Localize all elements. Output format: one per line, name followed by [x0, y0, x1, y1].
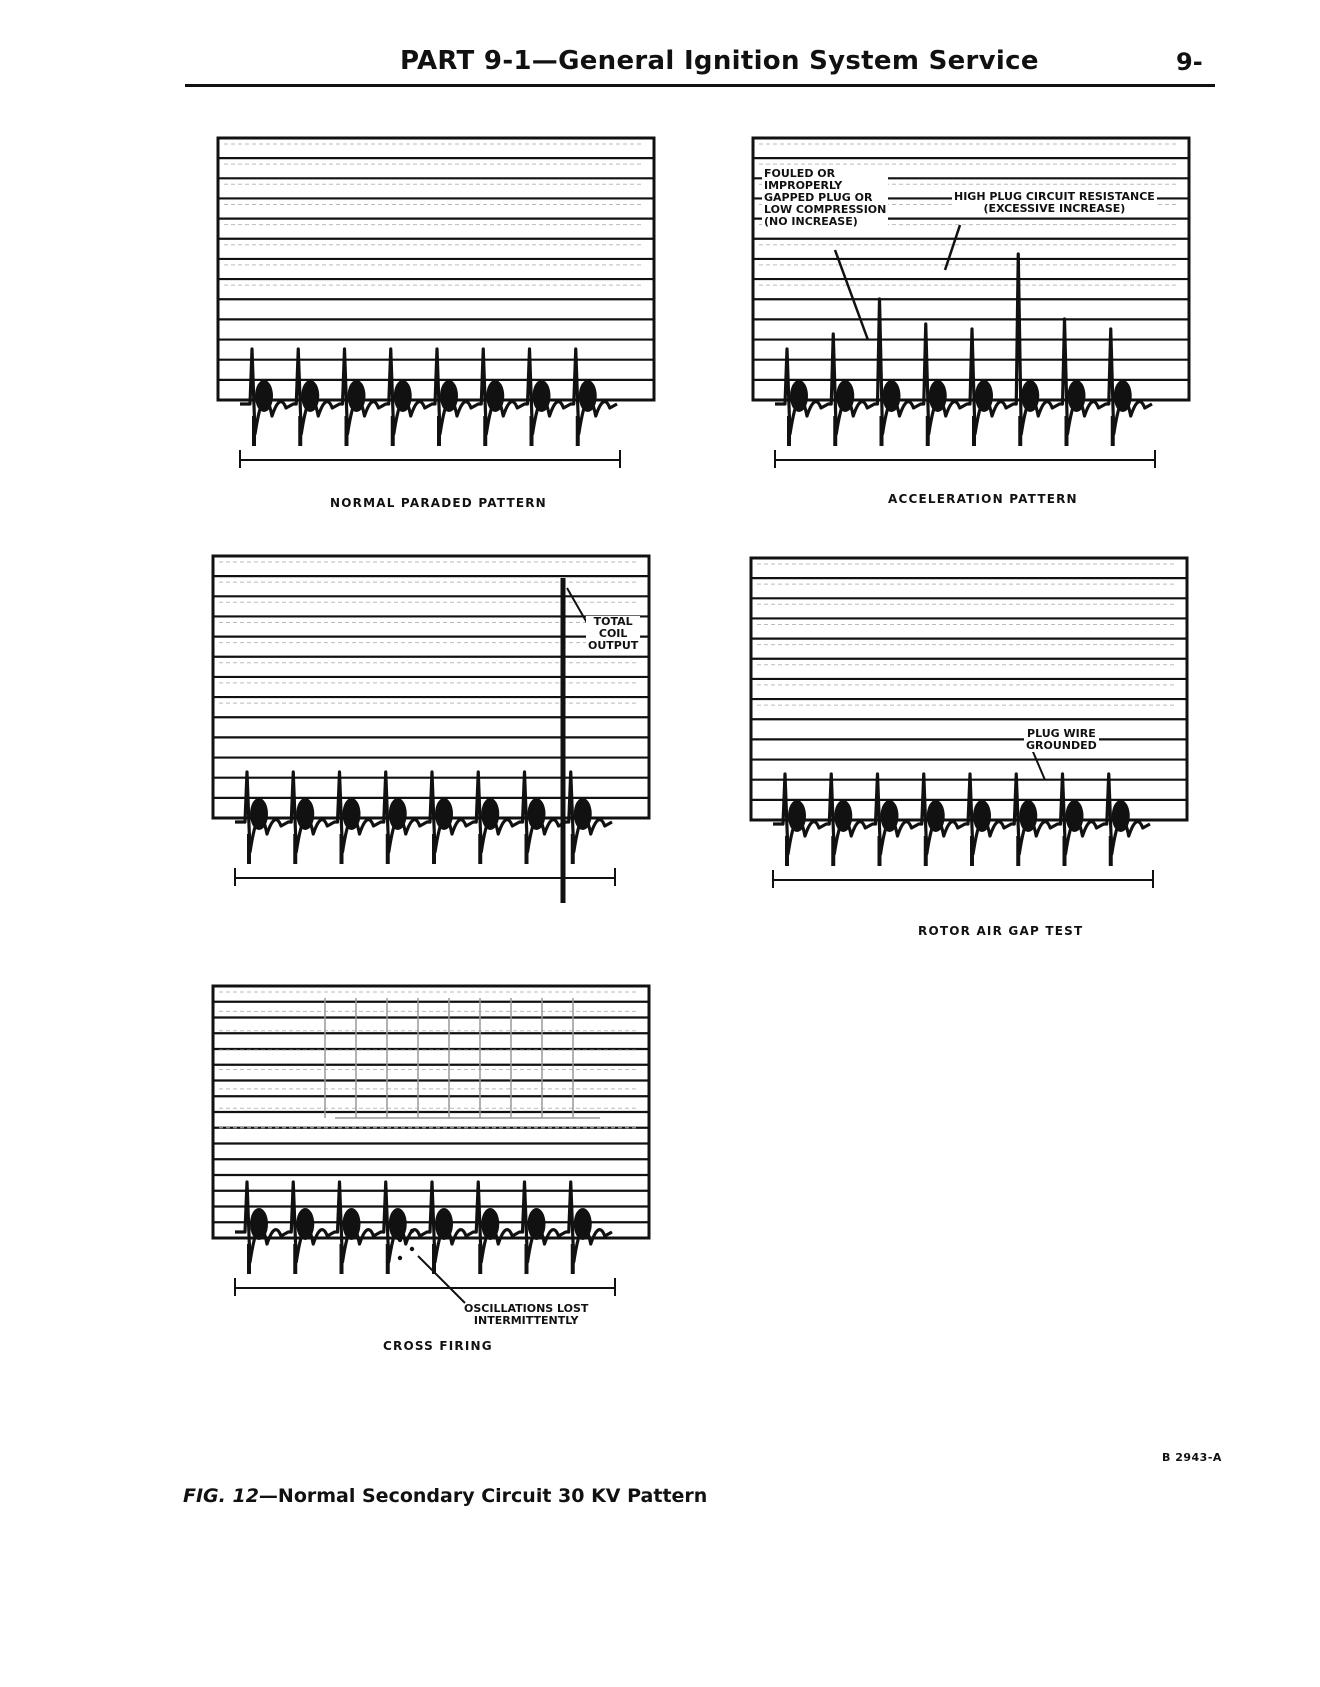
- oscillation-blob: [929, 380, 947, 412]
- oscillation-blob: [250, 1208, 268, 1240]
- oscillation-blob: [973, 800, 991, 832]
- oscillation-blob: [975, 380, 993, 412]
- oscillations-lost-annotation: [462, 1303, 590, 1327]
- oscillation-blob: [440, 380, 458, 412]
- rotor-air-gap-caption: ROTOR AIR GAP TEST: [918, 924, 1084, 938]
- acceleration-pattern-caption: ACCELERATION PATTERN: [888, 492, 1078, 506]
- figure-caption: [183, 1485, 707, 1507]
- page-header-title: PART 9-1—General Ignition System Service: [400, 46, 1039, 76]
- plug-wire-grounded-annotation: [1024, 728, 1099, 752]
- oscillation-blob: [389, 798, 407, 830]
- oscillations-label-line-1: OSCILLATIONS LOST: [464, 1302, 589, 1315]
- oscillation-blob: [834, 800, 852, 832]
- cross-firing-caption: CROSS FIRING: [383, 1339, 493, 1353]
- oscillation-blob: [1066, 800, 1084, 832]
- coil-output-panel: [205, 548, 665, 908]
- page-number: 9-: [1176, 48, 1203, 76]
- total-coil-output-annotation: [586, 616, 640, 652]
- fouled-plug-label-line-3: GAPPED PLUG OR: [764, 191, 873, 204]
- oscillation-blob: [348, 380, 366, 412]
- oscillation-blob: [486, 380, 504, 412]
- oscillation-blob: [343, 798, 361, 830]
- plug-wire-label-line-2: GROUNDED: [1026, 739, 1097, 752]
- oscillations-label-line-2: INTERMITTENTLY: [473, 1314, 579, 1327]
- high-resistance-annotation: [952, 191, 1157, 215]
- oscillation-blob: [1112, 800, 1130, 832]
- lost-oscillation-dot: [398, 1256, 402, 1260]
- cross-firing-panel: [205, 978, 665, 1323]
- oscillation-blob: [574, 798, 592, 830]
- oscillation-blob: [836, 380, 854, 412]
- fouled-plug-annotation: [762, 168, 888, 228]
- figure-code: B 2943-A: [1162, 1451, 1222, 1464]
- oscillation-blob: [250, 798, 268, 830]
- lost-oscillation-dot: [398, 1238, 402, 1242]
- oscillation-blob: [435, 1208, 453, 1240]
- header-rule: [185, 84, 1215, 87]
- figure-label: FIG. 12: [183, 1485, 259, 1507]
- coil-label-line-1: TOTAL: [593, 615, 633, 628]
- oscillation-blob: [343, 1208, 361, 1240]
- rotor-air-gap-scope: [743, 550, 1203, 900]
- oscillation-blob: [788, 800, 806, 832]
- fouled-plug-label-line-2: IMPROPERLY: [764, 179, 843, 192]
- oscillation-blob: [394, 380, 412, 412]
- lost-oscillation-dot: [398, 1220, 402, 1224]
- cross-firing-scope: [205, 978, 665, 1323]
- oscillation-blob: [790, 380, 808, 412]
- oscillation-blob: [296, 1208, 314, 1240]
- oscillation-blob: [1068, 380, 1086, 412]
- oscillation-blob: [883, 380, 901, 412]
- oscillation-blob: [481, 1208, 499, 1240]
- normal-paraded-pattern-caption: NORMAL PARADED PATTERN: [330, 496, 547, 510]
- plug-wire-label-line-1: PLUG WIRE: [1027, 727, 1096, 740]
- high-resistance-label-line-1: HIGH PLUG CIRCUIT RESISTANCE: [954, 190, 1155, 203]
- oscillation-blob: [389, 1208, 407, 1240]
- coil-output-scope: [205, 548, 665, 908]
- fouled-plug-label-line-5: (NO INCREASE): [764, 215, 858, 228]
- normal-paraded-pattern-scope: [210, 130, 670, 480]
- oscillations-pointer: [418, 1256, 465, 1303]
- lost-oscillation-dot: [410, 1247, 414, 1251]
- oscillation-blob: [533, 380, 551, 412]
- figure-title: —Normal Secondary Circuit 30 KV Pattern: [258, 1485, 708, 1507]
- oscillation-blob: [1114, 380, 1132, 412]
- oscillation-blob: [881, 800, 899, 832]
- fouled-plug-label-line-4: LOW COMPRESSION: [764, 203, 887, 216]
- oscillation-blob: [255, 380, 273, 412]
- normal-paraded-pattern-panel: [210, 130, 670, 480]
- oscillation-blob: [574, 1208, 592, 1240]
- oscillation-blob: [528, 798, 546, 830]
- oscillation-blob: [481, 798, 499, 830]
- oscillation-blob: [528, 1208, 546, 1240]
- oscillation-blob: [301, 380, 319, 412]
- coil-label-line-3: OUTPUT: [588, 639, 639, 652]
- high-resistance-label-line-2: (EXCESSIVE INCREASE): [983, 202, 1126, 215]
- oscillation-blob: [927, 800, 945, 832]
- fouled-plug-label-line-1: FOULED OR: [764, 167, 836, 180]
- coil-label-line-2: COIL: [598, 627, 628, 640]
- rotor-air-gap-panel: [743, 550, 1203, 900]
- oscillation-blob: [296, 798, 314, 830]
- oscillation-blob: [579, 380, 597, 412]
- oscillation-blob: [435, 798, 453, 830]
- oscillation-blob: [1019, 800, 1037, 832]
- lost-oscillation-dot: [410, 1229, 414, 1233]
- oscillation-blob: [1021, 380, 1039, 412]
